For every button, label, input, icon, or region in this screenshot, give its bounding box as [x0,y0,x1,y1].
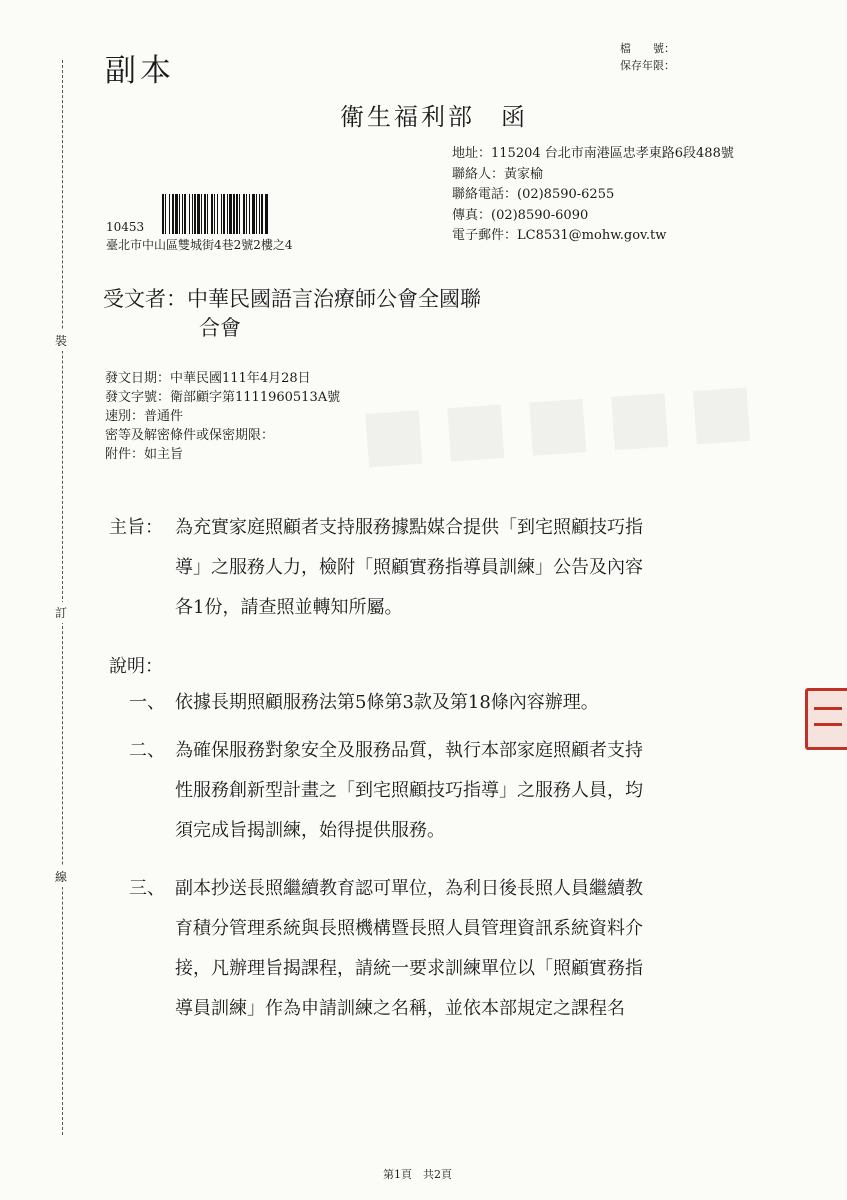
binding-mark-xian: 線 [55,866,67,887]
barcode-bar [256,194,257,234]
ghost-print-through [358,366,773,476]
contact-person: 聯絡人：黃家榆 [452,166,544,182]
contact-email: 電子郵件：LC8531@mohw.gov.tw [452,228,667,243]
subject-line-2: 導」之服務人力，檢附「照顧實務指導員訓練」公告及內容 [175,557,643,578]
barcode-bar [261,194,263,234]
contact-fax: 傳真：(02)8590-6090 [452,207,589,223]
explanation-label: 說明： [109,656,163,677]
document-number: 發文字號：衛部顧字第1111960513A號 [105,390,341,405]
red-seal-stamp [805,688,847,750]
item-line: 須完成旨揭訓練，始得提供服務。 [175,820,445,841]
subject-label: 主旨： [109,517,163,538]
barcode-image [160,194,375,234]
barcode-bar [233,194,235,234]
recipient-name-line1: 中華民國語言治療師公會全國聯 [187,287,481,311]
contact-address: 地址：115204 台北市南港區忠孝東路6段488號 [452,146,734,161]
barcode-bar [221,194,222,234]
item-line: 接，凡辦理旨揭課程，請統一要求訓練單位以「照顧實務指 [175,958,643,979]
mailing-address: 臺北市中山區雙城街4巷2號2樓之4 [106,238,293,252]
document-type: 函 [501,103,528,131]
item-line: 性服務創新型計畫之「到宅照顧技巧指導」之服務人員，均 [175,780,643,801]
barcode-bar [175,194,178,234]
item-number: 三、 [129,878,165,899]
item-number: 二、 [129,740,165,761]
recipient-name-line2: 合會 [199,316,241,340]
archive-info [620,40,675,74]
barcode-bar [227,194,228,234]
barcode-bar [162,194,164,234]
copy-label: 副本 [105,53,175,89]
binding-line [62,60,63,1135]
item-line: 導員訓練」作為申請訓練之名稱，並依本部規定之課程名 [175,998,625,1019]
barcode-bar [239,194,240,234]
mailing-zip: 10453 [106,220,145,234]
contact-phone: 聯絡電話：(02)8590-6255 [452,187,615,202]
barcode-bar [189,194,190,234]
secrecy-level: 密等及解密條件或保密期限： [105,428,275,443]
barcode-bar [194,194,196,234]
barcode-bar [217,194,218,234]
barcode-bar [207,194,208,234]
barcode-bar [204,194,206,234]
recipient-label: 受文者： [103,287,187,311]
barcode-bar [201,194,202,234]
explanation-item-2 [129,731,789,851]
page-footer: 第1頁 共2頁 [383,1168,452,1181]
file-number-label: 檔 號： [620,42,675,55]
document-title [340,97,528,132]
barcode-bar [172,194,174,234]
barcode-bar [259,194,260,234]
barcode-bar [236,194,238,234]
subject-section [109,508,789,628]
issue-date: 發文日期：中華民國111年4月28日 [105,371,311,386]
item-line: 為確保服務對象安全及服務品質，執行本部家庭照顧者支持 [175,740,643,761]
barcode-bar [249,194,250,234]
contact-block [452,144,734,247]
explanation-item-3 [129,869,789,1029]
barcode-bar [165,194,166,234]
item-number: 一、 [129,692,165,713]
delivery-speed: 速別：普通件 [105,409,184,424]
item-line: 育積分管理系統與長照機構暨長照人員管理資訊系統資料介 [175,918,643,939]
document-meta [105,369,340,464]
subject-line-3: 各1份，請查照並轉知所屬。 [175,597,403,618]
item-line: 依據長期照顧服務法第5條第3款及第18條內容辦理。 [175,692,599,713]
barcode-bar [223,194,225,234]
barcode-bar [229,194,232,234]
barcode-bar [214,194,215,234]
barcode-bar [246,194,247,234]
barcode-bar [192,194,193,234]
retention-label: 保存年限： [620,59,675,72]
barcode-bar [169,194,170,234]
barcode-bar [252,194,255,234]
item-line: 副本抄送長照繼續教育認可單位，為利日後長照人員繼續教 [175,878,643,899]
subject-line-1: 為充實家庭照顧者支持服務據點媒合提供「到宅照顧技巧指 [175,517,643,538]
barcode-bar [184,194,186,234]
recipient [103,285,523,343]
binding-mark-zhuang: 裝 [55,330,67,351]
agency-name: 衛生福利部 [340,103,475,131]
barcode-bar [197,194,200,234]
binding-mark-ding: 訂 [55,602,67,623]
barcode-bar [179,194,180,234]
barcode-bar [243,194,245,234]
barcode-bar [211,194,213,234]
barcode-bar [182,194,183,234]
attachments: 附件：如主旨 [105,447,184,462]
explanation-item-1 [129,683,789,723]
barcode-bar [265,194,268,234]
